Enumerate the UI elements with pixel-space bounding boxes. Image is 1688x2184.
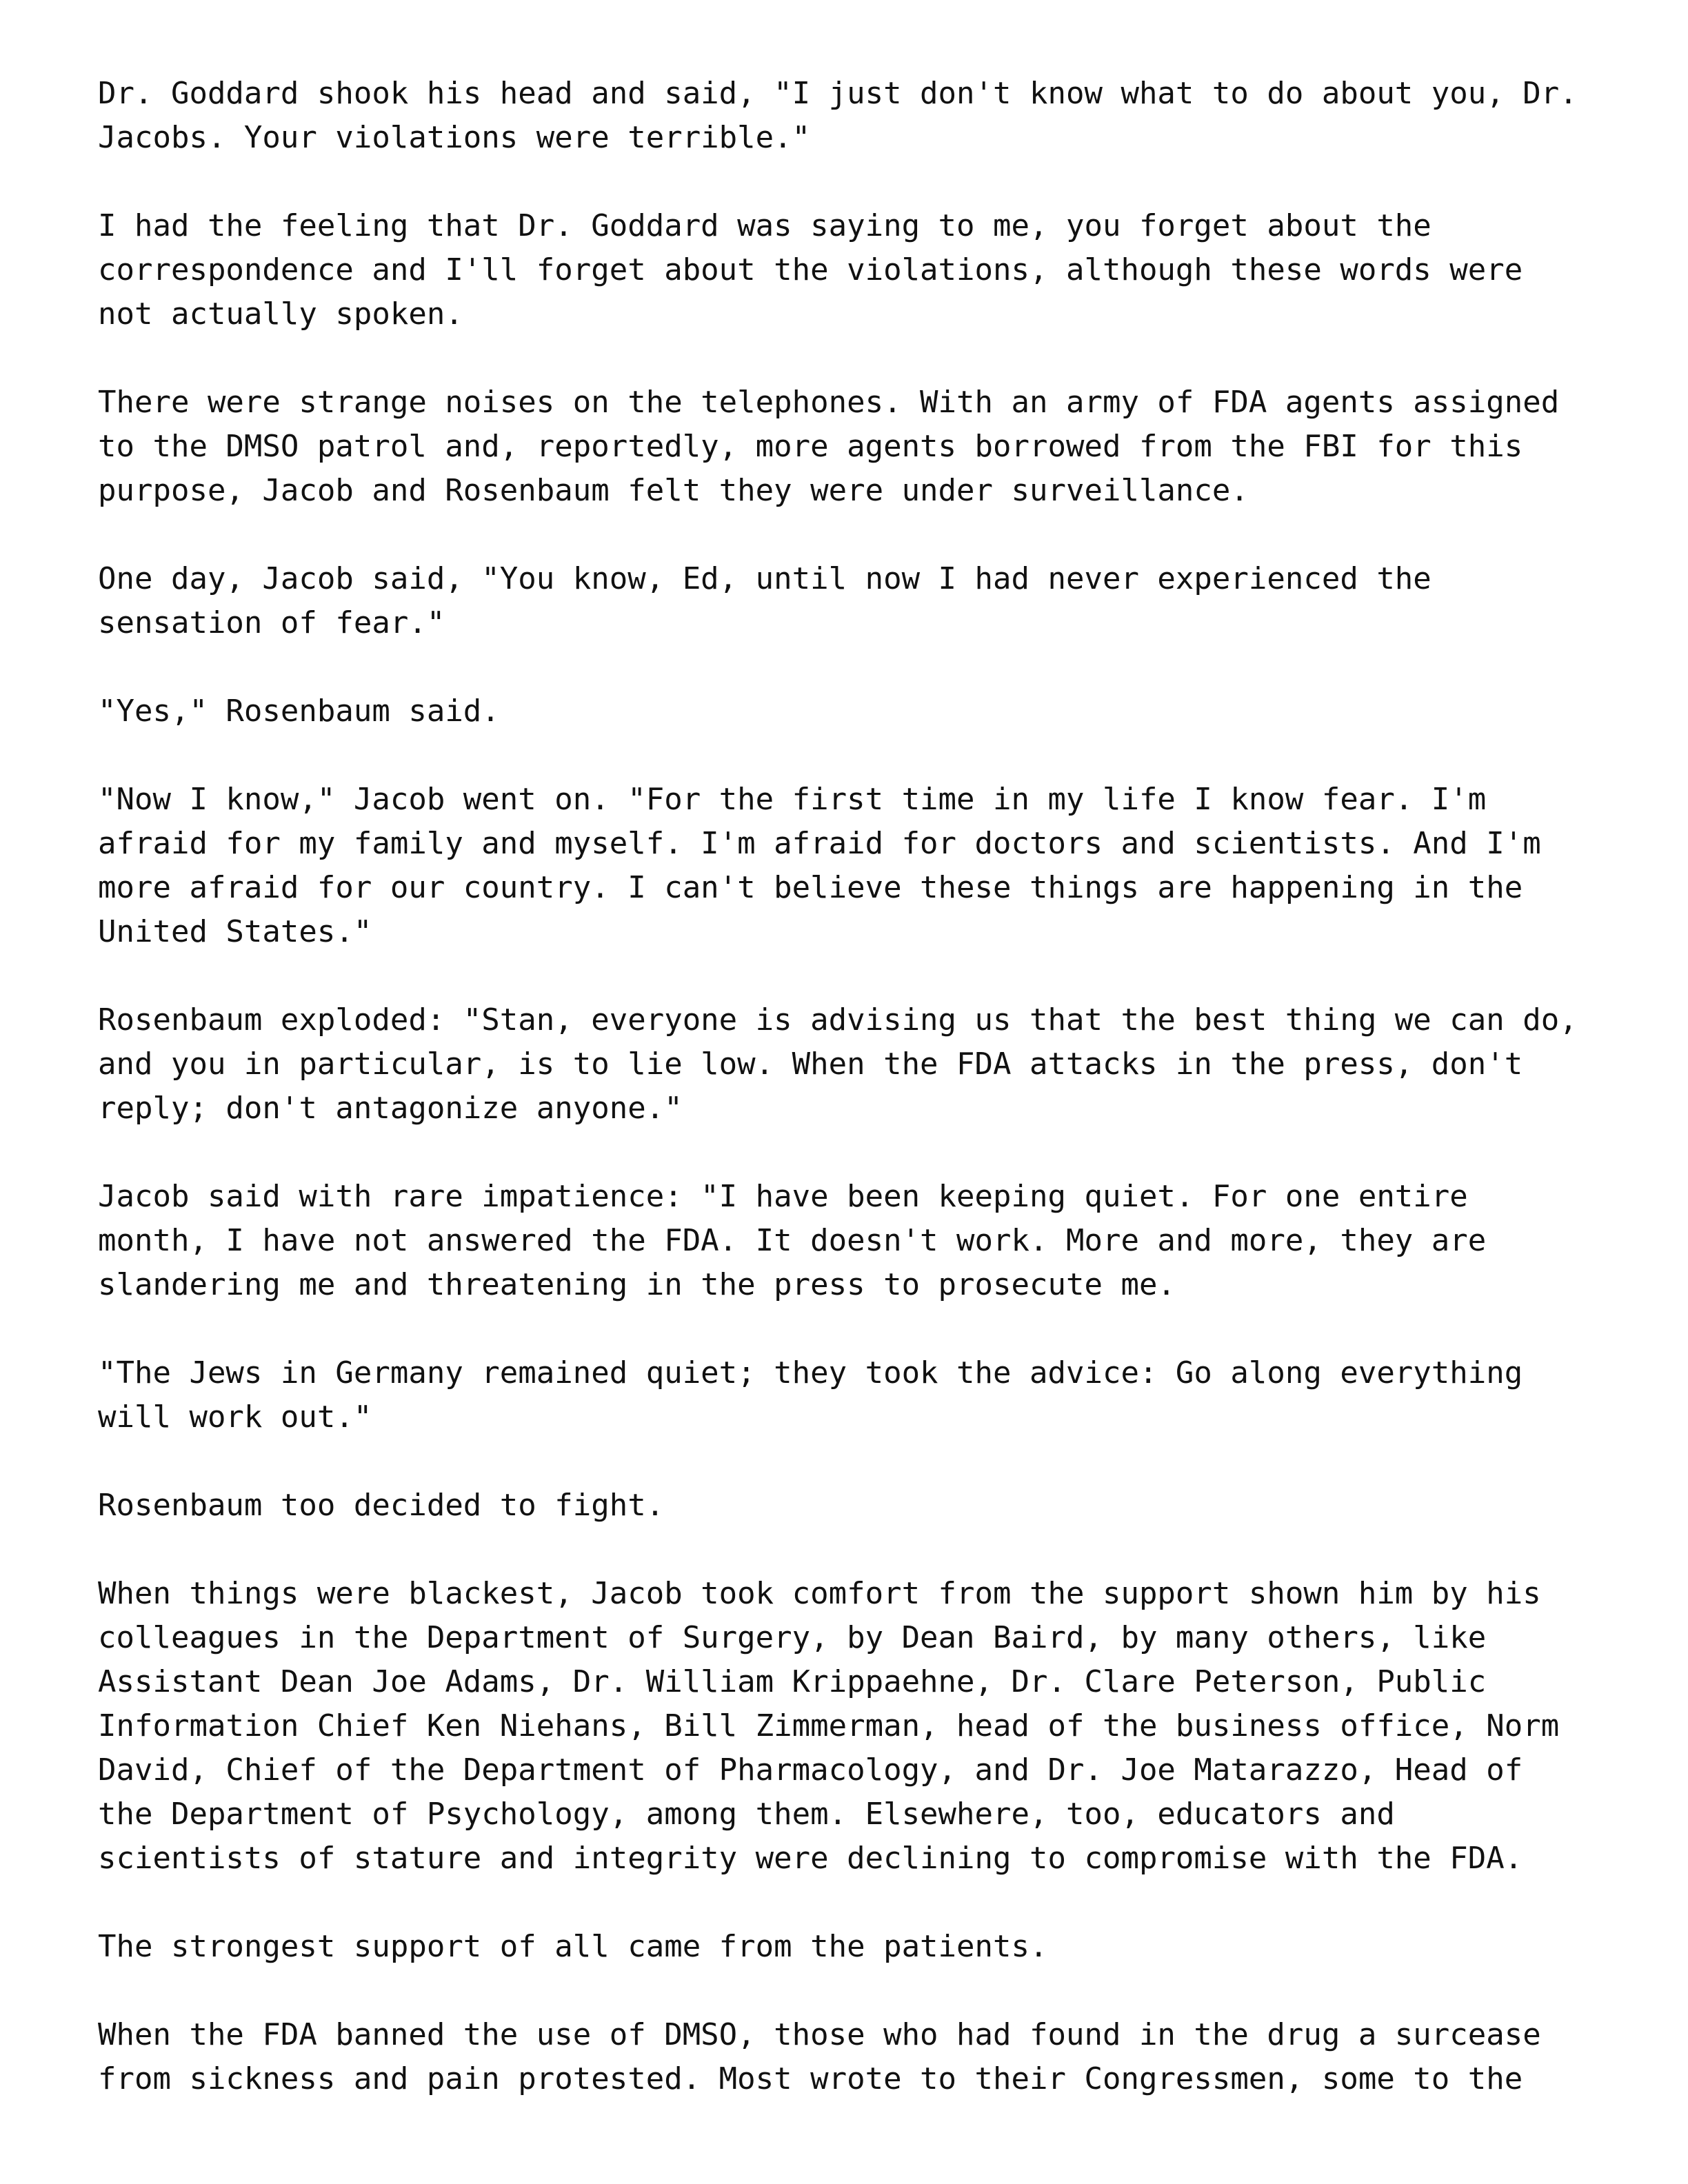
- text-line: from sickness and pain protested. Most wrote to their Congressmen, some to the: [98, 2061, 1523, 2096]
- text-line: and you in particular, is to lie low. When the FDA attacks in the press, don't: [98, 1046, 1523, 1082]
- paragraph: [98, 778, 1615, 954]
- text-line: Information Chief Ken Niehans, Bill Zimmerman, head of the business office, Norm: [98, 1708, 1560, 1743]
- text-line: When things were blackest, Jacob took comfort from the support shown him by his: [98, 1576, 1541, 1611]
- paragraph: [98, 72, 1615, 160]
- paragraph: [98, 1572, 1615, 1881]
- text-line: David, Chief of the Department of Pharmacology, and Dr. Joe Matarazzo, Head of: [98, 1752, 1523, 1788]
- text-line: sensation of fear.": [98, 605, 445, 640]
- text-line: purpose, Jacob and Rosenbaum felt they were under surveillance.: [98, 473, 1249, 508]
- paragraph: [98, 557, 1615, 645]
- text-line: colleagues in the Department of Surgery, by Dean Baird, by many others, like: [98, 1620, 1487, 1655]
- paragraph: [98, 998, 1615, 1131]
- text-line: United States.": [98, 914, 372, 949]
- text-line: will work out.": [98, 1399, 372, 1435]
- text-line: reply; don't antagonize anyone.": [98, 1091, 683, 1126]
- text-line: Rosenbaum too decided to fight.: [98, 1488, 665, 1523]
- text-line: The strongest support of all came from the patients.: [98, 1929, 1048, 1964]
- text-line: scientists of stature and integrity were declining to compromise with the FDA.: [98, 1841, 1523, 1876]
- paragraph: [98, 2013, 1615, 2101]
- text-line: more afraid for our country. I can't believe these things are happening in the: [98, 870, 1523, 905]
- text-line: There were strange noises on the telephones. With an army of FDA agents assigned: [98, 385, 1560, 420]
- text-line: Rosenbaum exploded: "Stan, everyone is advising us that the best thing we can do,: [98, 1002, 1578, 1038]
- paragraph: [98, 1351, 1615, 1439]
- text-line: not actually spoken.: [98, 296, 463, 332]
- paragraph: [98, 1925, 1615, 1969]
- text-line: Jacobs. Your violations were terrible.": [98, 120, 811, 155]
- text-line: Jacob said with rare impatience: "I have been keeping quiet. For one entire: [98, 1179, 1468, 1214]
- text-line: correspondence and I'll forget about the violations, although these words were: [98, 252, 1523, 287]
- text-line: "Yes," Rosenbaum said.: [98, 694, 500, 729]
- text-line: to the DMSO patrol and, reportedly, more agents borrowed from the FBI for this: [98, 429, 1523, 464]
- paragraph: [98, 204, 1615, 336]
- document-page: [98, 72, 1615, 2145]
- text-line: Assistant Dean Joe Adams, Dr. William Krippaehne, Dr. Clare Peterson, Public: [98, 1664, 1487, 1699]
- text-line: "Now I know," Jacob went on. "For the first time in my life I know fear. I'm: [98, 782, 1487, 817]
- text-line: slandering me and threatening in the press to prosecute me.: [98, 1267, 1176, 1302]
- text-line: "The Jews in Germany remained quiet; they took the advice: Go along everything: [98, 1355, 1523, 1391]
- text-line: afraid for my family and myself. I'm afraid for doctors and scientists. And I'm: [98, 826, 1541, 861]
- text-line: I had the feeling that Dr. Goddard was saying to me, you forget about the: [98, 208, 1431, 243]
- text-line: When the FDA banned the use of DMSO, those who had found in the drug a surcease: [98, 2017, 1541, 2052]
- paragraph: [98, 689, 1615, 734]
- text-line: Dr. Goddard shook his head and said, "I just don't know what to do about you, Dr.: [98, 76, 1578, 111]
- text-line: month, I have not answered the FDA. It doesn't work. More and more, they are: [98, 1223, 1487, 1258]
- paragraph: [98, 381, 1615, 513]
- text-line: One day, Jacob said, "You know, Ed, until now I had never experienced the: [98, 561, 1431, 596]
- paragraph: [98, 1175, 1615, 1307]
- paragraph: [98, 1484, 1615, 1528]
- text-line: the Department of Psychology, among them. Elsewhere, too, educators and: [98, 1797, 1395, 1832]
